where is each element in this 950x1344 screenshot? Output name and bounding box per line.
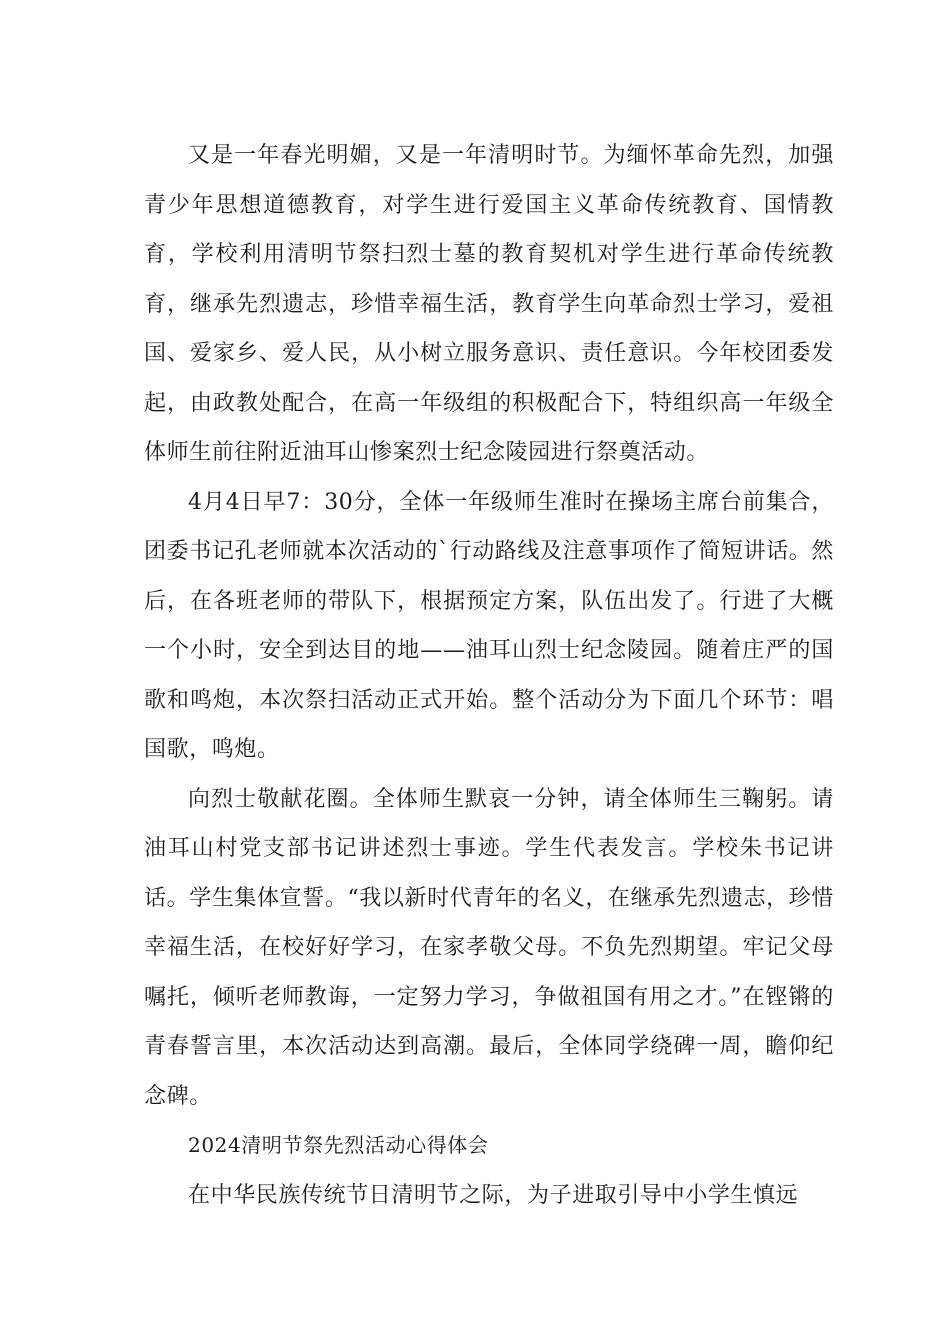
paragraph-ceremony: 向烈士敬献花圈。全体师生默哀一分钟，请全体师生三鞠躬。请油耳山村党支部书记讲述烈士事迹。学生代表发言。学校朱书记讲话。学生集体宣誓。“我以新时代青年的名义，在继承先烈遗志，珍惜幸福生活，在校好好学习，在家孝敬父母。不负先烈期望。牢记父母嘱托，倾听老师教诲，一定努力学习，争做祖国有用之才。”在铿锵的青春誓言里，本次活动达到高潮。最后，全体同学绕碑一周，瞻仰纪念碑。 bbox=[144, 786, 834, 1109]
section-title: 2024清明节祭先烈活动心得体会 bbox=[188, 1133, 489, 1157]
paragraph-activity-start: 4月4日早7：30分，全体一年级师生准时在操场主席台前集合，团委书记孔老师就本次活动的`行动路线及注意事项作了简短讲话。然后，在各班老师的带队下，根据预定方案，队伍出发了。行进了大概一个小时，安全到达目的地——油耳山烈士纪念陵园。随着庄严的国歌和鸣炮，本次祭扫活动正式开始。整个活动分为下面几个环节：唱国歌，鸣炮。 bbox=[144, 489, 834, 762]
paragraph-final: 在中华民族传统节日清明节之际，为子进取引导中小学生慎远 bbox=[188, 1182, 799, 1208]
document-body bbox=[144, 131, 834, 1220]
paragraph-intro: 又是一年春光明媚，又是一年清明时节。为缅怀革命先烈，加强青少年思想道德教育，对学生进行爱国主义革命传统教育、国情教育，学校利用清明节祭扫烈士墓的教育契机对学生进行革命传统教育，继承先烈遗志，珍惜幸福生活，教育学生向革命烈士学习，爱祖国、爱家乡、爱人民，从小树立服务意识、责任意识。今年校团委发起，由政教处配合，在高一年级组的积极配合下，特组织高一年级全体师生前往附近油耳山惨案烈士纪念陵园进行祭奠活动。 bbox=[144, 143, 834, 465]
